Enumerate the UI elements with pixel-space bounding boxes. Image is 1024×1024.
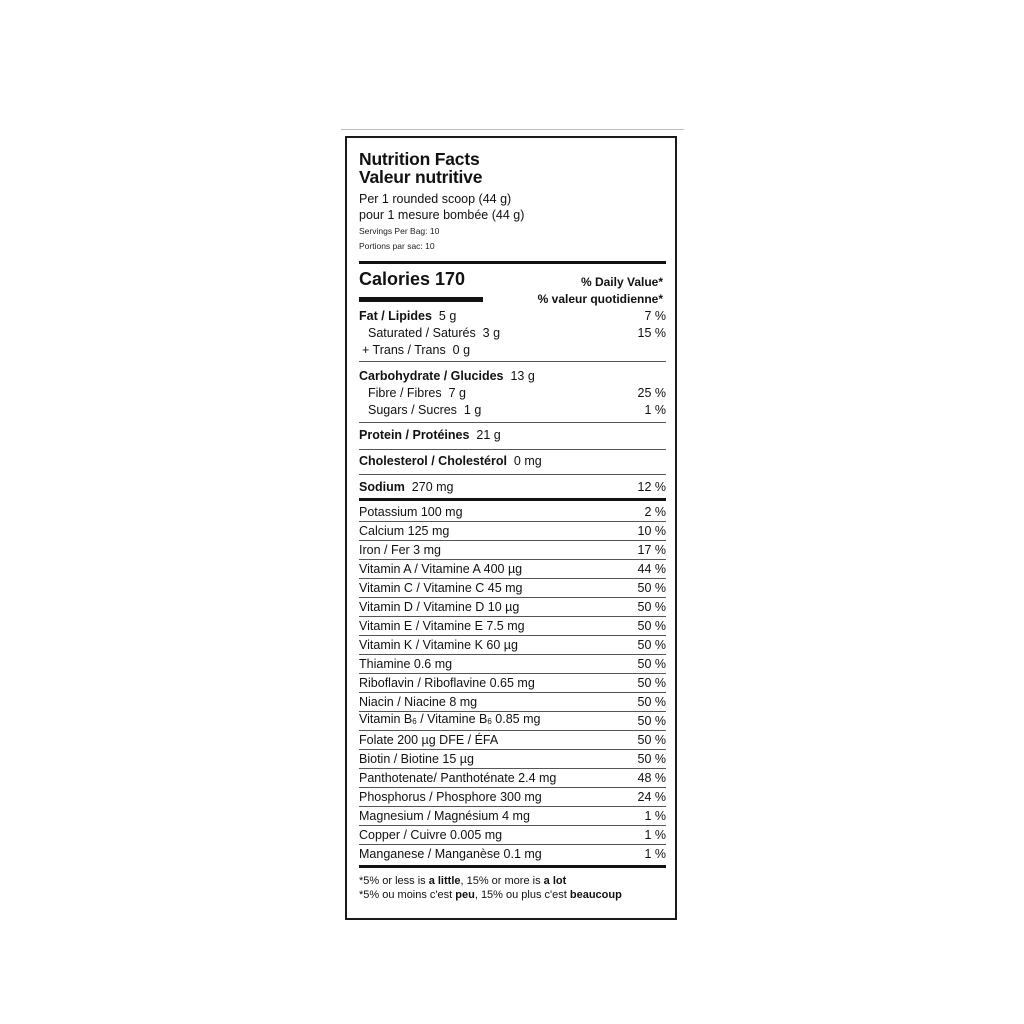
nutrient-row-sugars — [359, 400, 666, 419]
serving-size-english: Per 1 rounded scoop (44 g) — [359, 192, 512, 206]
vitamin-percent: 17 % — [637, 542, 666, 557]
footnote-english: *5% or less is a little, 15% or more is a lot — [359, 875, 567, 887]
vitamin-row — [359, 806, 666, 825]
vitamin-percent: 44 % — [637, 561, 666, 576]
vitamin-row — [359, 635, 666, 654]
vitamin-row — [359, 787, 666, 806]
vitamin-text: Vitamin D / Vitamine D 10 µg — [359, 599, 520, 614]
vitamin-text: Magnesium / Magnésium 4 mg — [359, 808, 530, 823]
calories-underline-bar — [359, 297, 483, 302]
servings-per-bag-french: Portions par sac: 10 — [359, 241, 435, 251]
top-divider-line — [341, 129, 684, 130]
nutrient-percent: 7 % — [644, 308, 666, 323]
vitamin-row — [359, 844, 666, 863]
nutrient-amount: 0 mg — [513, 453, 542, 468]
vitamin-percent: 50 % — [637, 637, 666, 652]
vitamin-percent: 50 % — [637, 656, 666, 671]
nutrient-amount: 270 mg — [411, 479, 454, 494]
nutrient-amount: 13 g — [510, 368, 535, 383]
vitamin-percent: 1 % — [644, 846, 666, 861]
daily-value-header-french: % valeur quotidienne* — [537, 292, 663, 306]
vitamin-percent: 50 % — [637, 694, 666, 709]
footnote-french: *5% ou moins c'est peu, 15% ou plus c'est beaucoup — [359, 889, 622, 901]
vitamin-percent: 50 % — [637, 618, 666, 633]
vitamin-percent: 50 % — [637, 580, 666, 595]
nutrient-name: Fat / Lipides — [359, 308, 432, 323]
divider — [359, 422, 666, 423]
vitamin-text: Panthotenate/ Panthoténate 2.4 mg — [359, 770, 557, 785]
nutrient-name: Saturated / Saturés — [368, 325, 476, 340]
nutrient-name: Sodium — [359, 479, 405, 494]
vitamin-text: Potassium 100 mg — [359, 504, 463, 519]
vitamin-text: Vitamin C / Vitamine C 45 mg — [359, 580, 523, 595]
vitamin-row — [359, 616, 666, 635]
thick-rule-top — [359, 261, 666, 264]
vitamin-row — [359, 768, 666, 787]
vitamin-text: Iron / Fer 3 mg — [359, 542, 441, 557]
vitamin-text: Vitamin E / Vitamine E 7.5 mg — [359, 618, 525, 633]
vitamin-text: Biotin / Biotine 15 µg — [359, 751, 474, 766]
vitamin-percent: 1 % — [644, 827, 666, 842]
vitamin-percent: 50 % — [637, 675, 666, 690]
daily-value-header-english: % Daily Value* — [580, 275, 663, 289]
nutrient-amount: 7 g — [448, 385, 466, 400]
vitamin-text: Riboflavin / Riboflavine 0.65 mg — [359, 675, 535, 690]
nutrient-amount: 0 g — [452, 342, 471, 357]
nutrient-name: Carbohydrate / Glucides — [359, 368, 504, 383]
vitamin-percent: 10 % — [637, 523, 666, 538]
vitamin-text: Vitamin K / Vitamine K 60 µg — [359, 637, 518, 652]
serving-size-french: pour 1 mesure bombée (44 g) — [359, 208, 525, 222]
thick-rule-vitamins — [359, 498, 666, 501]
vitamin-percent: 50 % — [637, 713, 666, 728]
vitamin-row — [359, 540, 666, 559]
vitamin-row — [359, 825, 666, 844]
vitamin-row — [359, 673, 666, 692]
nutrient-percent: 15 % — [637, 325, 666, 340]
nutrient-amount: 1 g — [463, 402, 482, 417]
nutrition-facts-label — [345, 136, 677, 920]
vitamin-row — [359, 692, 666, 711]
vitamin-text: Vitamin B6 / Vitamine B6 0.85 mg — [359, 712, 541, 726]
vitamin-percent: 50 % — [637, 732, 666, 747]
vitamin-percent: 50 % — [637, 751, 666, 766]
vitamin-percent: 24 % — [637, 789, 666, 804]
vitamin-text: Vitamin A / Vitamine A 400 µg — [359, 561, 523, 576]
nutrient-row-protein — [359, 425, 666, 444]
vitamin-text: Calcium 125 mg — [359, 523, 450, 538]
divider — [359, 449, 666, 450]
vitamin-row — [359, 730, 666, 749]
vitamin-percent: 2 % — [644, 504, 666, 519]
vitamin-percent: 48 % — [637, 770, 666, 785]
nutrient-name: Protein / Protéines — [359, 427, 470, 442]
nutrient-percent: 25 % — [637, 385, 666, 400]
title-english: Nutrition Facts — [359, 149, 480, 169]
nutrient-percent: 1 % — [644, 402, 666, 417]
vitamin-text: Phosphorus / Phosphore 300 mg — [359, 789, 542, 804]
divider — [359, 361, 666, 362]
nutrient-name: Cholesterol / Cholestérol — [359, 453, 507, 468]
vitamin-row — [359, 559, 666, 578]
nutrient-amount: 5 g — [438, 308, 457, 323]
vitamin-percent: 50 % — [637, 599, 666, 614]
divider — [359, 474, 666, 475]
nutrient-name: Fibre / Fibres — [368, 385, 442, 400]
vitamin-text: Niacin / Niacine 8 mg — [359, 694, 478, 709]
vitamin-row — [359, 597, 666, 616]
vitamin-text: Thiamine 0.6 mg — [359, 656, 453, 671]
nutrient-row-sodium — [359, 477, 666, 496]
title-french: Valeur nutritive — [359, 167, 483, 187]
thick-rule-bottom — [359, 865, 666, 868]
nutrient-percent: 12 % — [637, 479, 666, 494]
servings-per-bag-english: Servings Per Bag: 10 — [359, 226, 440, 236]
calories: Calories 170 — [359, 269, 466, 289]
nutrient-amount: 21 g — [476, 427, 501, 442]
vitamin-row — [359, 749, 666, 768]
vitamin-text: Folate 200 µg DFE / ÉFA — [359, 732, 499, 747]
nutrient-row-trans — [359, 340, 666, 359]
vitamin-row — [359, 654, 666, 673]
vitamin-row — [359, 502, 666, 521]
nutrient-name: + Trans / Trans — [362, 342, 446, 357]
vitamin-text: Copper / Cuivre 0.005 mg — [359, 827, 503, 842]
nutrient-name: Sugars / Sucres — [368, 402, 457, 417]
nutrient-row-cholesterol — [359, 451, 666, 470]
vitamin-text: Manganese / Manganèse 0.1 mg — [359, 846, 542, 861]
vitamin-percent: 1 % — [644, 808, 666, 823]
vitamin-row-b6 — [359, 711, 666, 730]
nutrient-amount: 3 g — [482, 325, 501, 340]
vitamin-row — [359, 578, 666, 597]
vitamin-row — [359, 521, 666, 540]
